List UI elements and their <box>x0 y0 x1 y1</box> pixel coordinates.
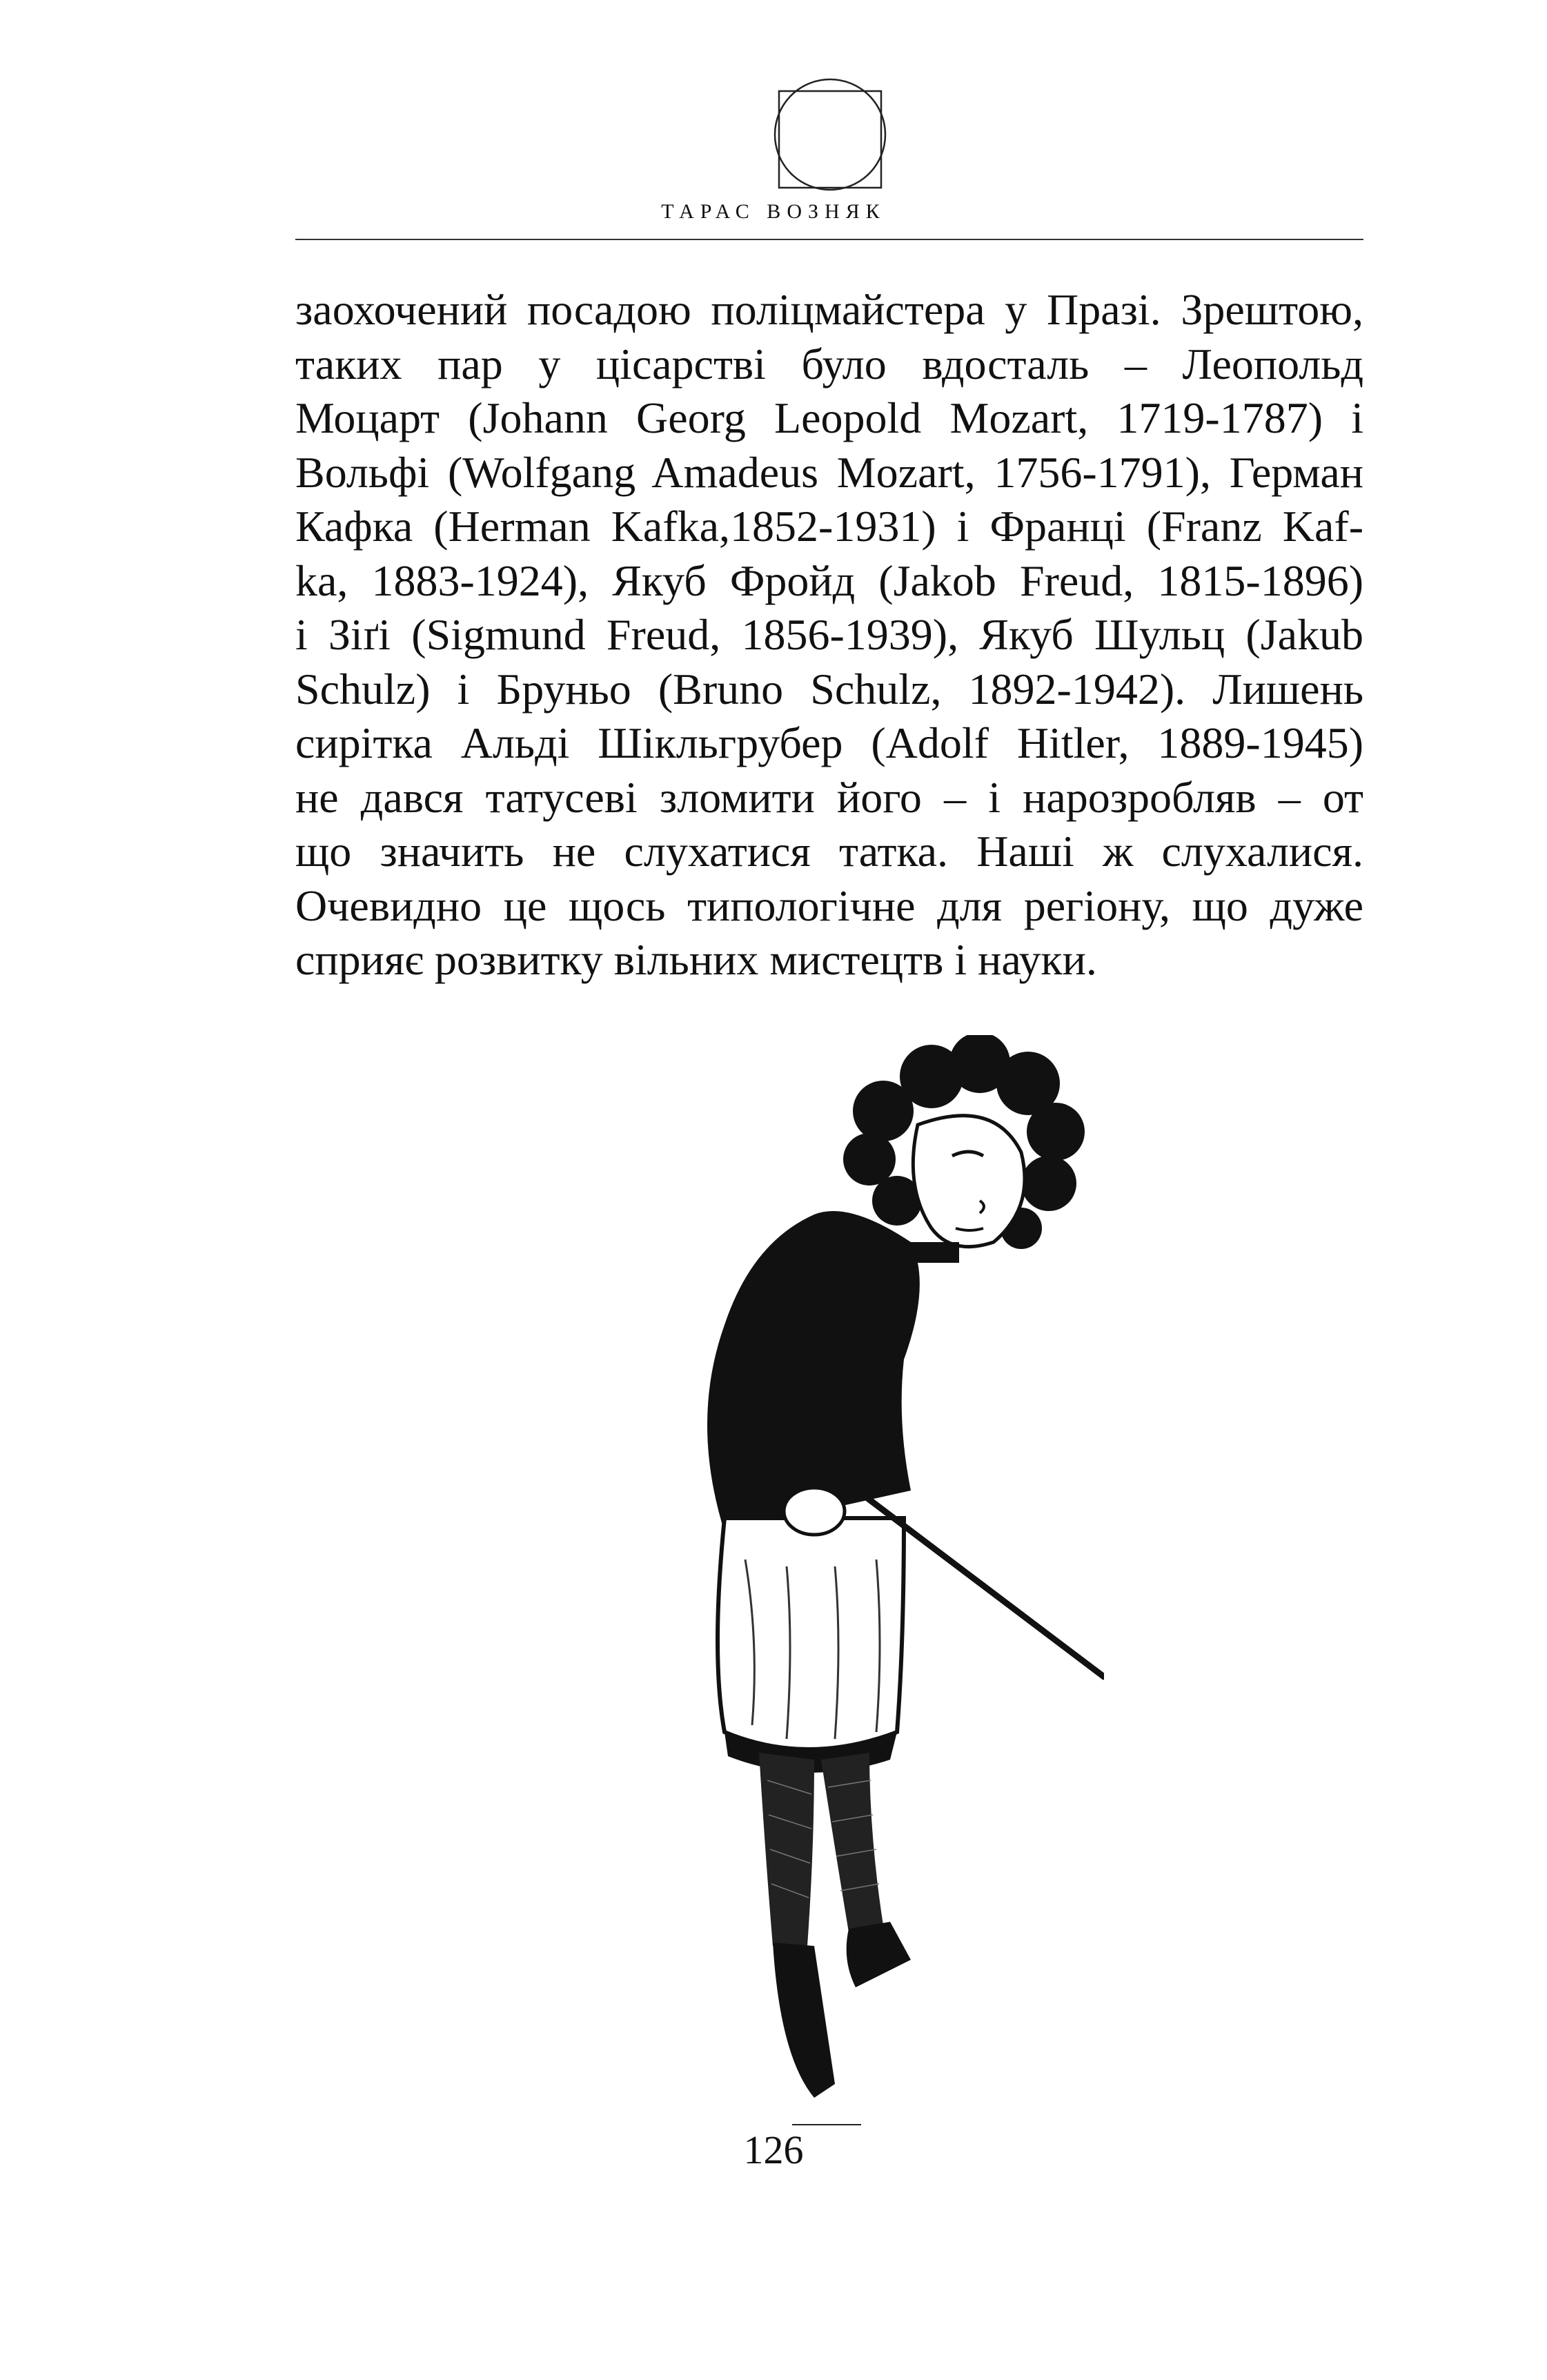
text-line: Schulz) і Бруньо (Bruno Schulz, 1892-1942). Лишень <box>295 664 1363 714</box>
text-line: що значить не слухатися татка. Наші ж слухалися. <box>295 827 1363 876</box>
text-line: таких пар у цісарстві було вдосталь – Леопольд <box>295 339 1363 389</box>
text-line: Вольфі (Wolfgang Amadeus Mozart, 1756-1791), Герман <box>295 447 1363 497</box>
folio-rule <box>792 2124 861 2125</box>
body-paragraph <box>295 283 1363 987</box>
text-line: і Зіґі (Sigmund Freud, 1856-1939), Якуб Шульц (Jakub <box>295 610 1363 659</box>
woman-with-cane-illustration <box>607 1035 1104 2125</box>
text-line: Моцарт (Johann Georg Leopold Mozart, 1719-1787) і <box>295 393 1363 442</box>
text-line: заохочений посадою поліцмайстера у Празі. Зрештою, <box>295 285 1363 334</box>
text-line: Очевидно це щось типологічне для регіону, що дуже <box>295 881 1363 930</box>
text-line: не дався татусеві зломити його – і нарозробляв – от <box>295 772 1363 822</box>
page-number: 126 <box>743 2127 804 2172</box>
text-line: ka, 1883-1924), Якуб Фройд (Jakob Freud, 1815-1896) <box>295 555 1363 605</box>
text-line: Кафка (Herman Kafka,1852-1931) і Франці (Franz Kaf- <box>295 502 1363 551</box>
running-head-author: ТАРАС ВОЗНЯК <box>661 200 886 223</box>
text-line: сирітка Альді Шікльгрубер (Adolf Hitler, 1889-1945) <box>295 718 1363 767</box>
circle-square-emblem-icon <box>771 76 889 193</box>
header-rule <box>295 239 1363 240</box>
text-line: сприяє розвитку вільних мистецтв і науки. <box>295 935 1097 984</box>
